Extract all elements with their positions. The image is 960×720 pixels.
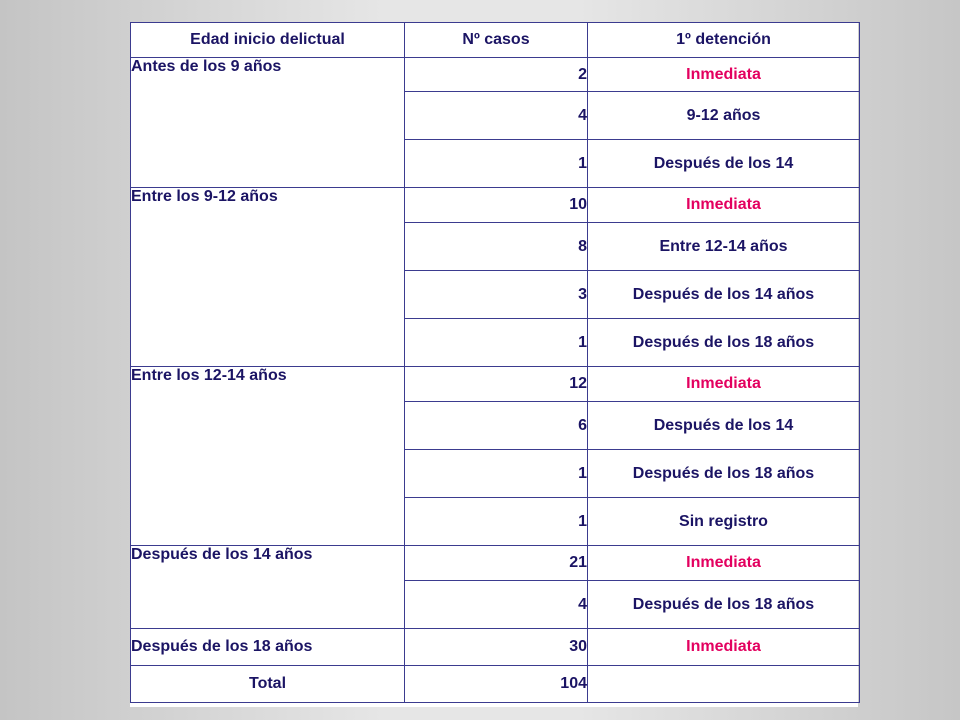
header-age: Edad inicio delictual	[131, 23, 405, 58]
detention-table	[130, 22, 860, 703]
table-row	[131, 546, 860, 581]
table-row	[131, 58, 860, 92]
cases-cell: 1	[405, 450, 588, 498]
total-cases: 104	[405, 666, 588, 703]
age-cell: Antes de los 9 años	[131, 58, 405, 188]
cases-cell: 1	[405, 319, 588, 367]
detention-cell: Inmediata	[588, 58, 860, 92]
age-cell: Entre los 9-12 años	[131, 188, 405, 367]
detention-cell: Después de los 14 años	[588, 271, 860, 319]
table-row	[131, 629, 860, 666]
cases-cell: 2	[405, 58, 588, 92]
detention-cell: Entre 12-14 años	[588, 223, 860, 271]
age-cell: Después de los 14 años	[131, 546, 405, 629]
table-row	[131, 188, 860, 223]
detention-cell: Inmediata	[588, 367, 860, 402]
cases-cell: 3	[405, 271, 588, 319]
cases-cell: 12	[405, 367, 588, 402]
detention-cell: Inmediata	[588, 629, 860, 666]
cases-cell: 30	[405, 629, 588, 666]
detention-cell: 9-12 años	[588, 92, 860, 140]
detention-cell: Después de los 18 años	[588, 319, 860, 367]
cases-cell: 1	[405, 498, 588, 546]
cases-cell: 8	[405, 223, 588, 271]
header-detention: 1º detención	[588, 23, 860, 58]
cases-cell: 1	[405, 140, 588, 188]
total-empty-cell	[588, 666, 860, 703]
detention-cell: Inmediata	[588, 188, 860, 223]
age-cell: Entre los 12-14 años	[131, 367, 405, 546]
cases-cell: 10	[405, 188, 588, 223]
cases-cell: 6	[405, 402, 588, 450]
detention-cell: Después de los 18 años	[588, 581, 860, 629]
detention-cell: Después de los 14	[588, 140, 860, 188]
cases-cell: 21	[405, 546, 588, 581]
detention-cell: Después de los 14	[588, 402, 860, 450]
detention-cell: Sin registro	[588, 498, 860, 546]
age-cell: Después de los 18 años	[131, 629, 405, 666]
detention-cell: Inmediata	[588, 546, 860, 581]
total-row	[131, 666, 860, 703]
cases-cell: 4	[405, 581, 588, 629]
header-cases: Nº casos	[405, 23, 588, 58]
detention-cell: Después de los 18 años	[588, 450, 860, 498]
cases-cell: 4	[405, 92, 588, 140]
table-row	[131, 367, 860, 402]
header-row	[131, 23, 860, 58]
total-label: Total	[131, 666, 405, 703]
